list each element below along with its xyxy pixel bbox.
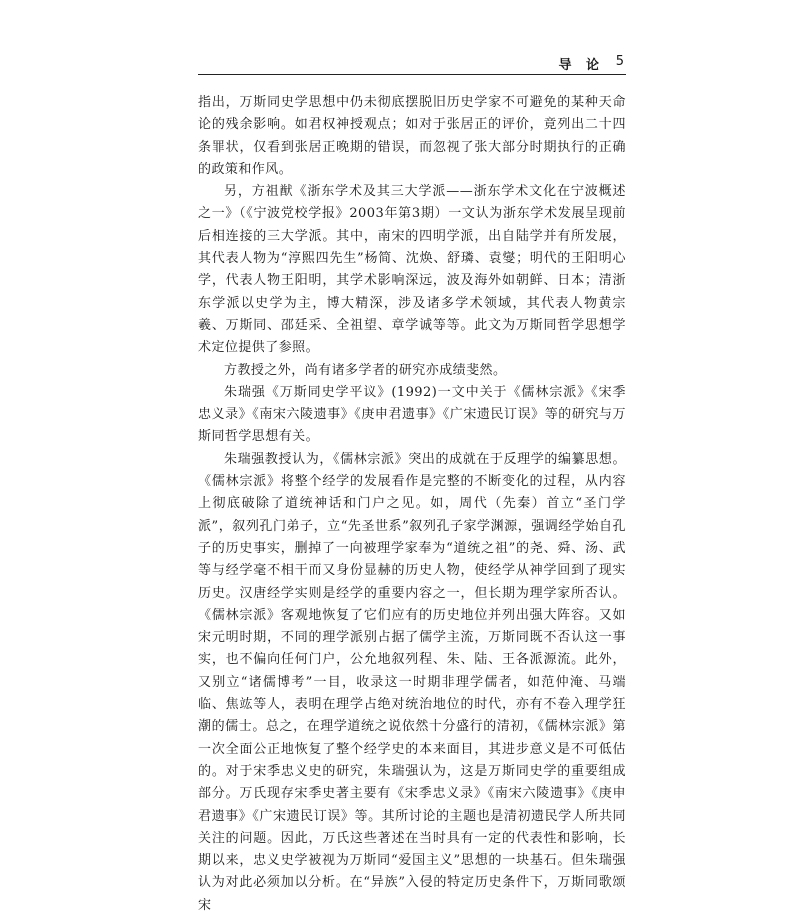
paragraph: 指出，万斯同史学思想中仍未彻底摆脱旧历史学家不可避免的某种天命论的残余影响。如君权神授观点；如对于张居正的评价，竟列出二十四条罪状，仅看到张居正晚期的错误，而忽视了张大部分时期执行的正确的政策和作风。 xyxy=(198,95,626,177)
page-number: 5 xyxy=(615,54,624,69)
paragraph: 方教授之外，尚有诸多学者的研究亦成绩斐然。 xyxy=(224,362,507,378)
paragraph: 另，方祖猷《浙东学术及其三大学派——浙东学术文化在宁波概述之一》（《宁波党校学报》2003年第3期）一文认为浙东学术发展呈现前后相连接的三大学派。其中，南宋的四明学派，出自陆学并有所发展，其代表人物为“淳熙四先生”杨简、沈焕、舒璘、袁燮；明代的王阳明心学，代表人物王阳明，其学术影响深远，波及海外如朝鲜、日本；清浙东学派以史学为主，博大精深，涉及诸多学术领域，其代表人物黄宗羲、万斯同、邵廷采、全祖望、章学诚等等。此文为万斯同哲学思想学术定位提供了参照。 xyxy=(198,184,626,356)
chapter-title: 导 论 xyxy=(558,58,604,73)
paragraph: 朱瑞强教授认为，《儒林宗派》突出的成就在于反理学的编纂思想。《儒林宗派》将整个经学的发展看作是完整的不断变化的过程，从内容上彻底破除了道统神话和门户之见。如，周代（先秦）首立“圣门学派”，叙列孔门弟子，立“先圣世系”叙列孔子家学渊源，强调经学始自孔子的历史事实，删掉了一向被理学家奉为“道统之祖”的尧、舜、汤、武等与经学毫不相干而又身份显赫的历史人物，使经学从神学回到了现实历史。汉唐经学实则是经学的重要内容之一，但长期为理学家所否认。《儒林宗派》客观地恢复了它们应有的历史地位并列出强大阵容。又如宋元明时期，不同的理学派别占据了儒学主流，万斯同既不否认这一事实，也不偏向任何门户，公允地叙列程、朱、陆、王各派源流。此外，又别立“诸儒博考”一目，收录这一时期非理学儒者，如范仲淹、马端临、焦竑等人，表明在理学占绝对统治地位的时代，亦有不卷入理学狂潮的儒士。总之，在理学道统之说依然十分盛行的清初，《儒林宗派》第一次全面公正地恢复了整个经学史的本来面目，其进步意义是不可低估的。对于宋季忠义史的研究，朱瑞强认为，这是万斯同史学的重要组成部分。万氏现存宋季史著主要有《宋季忠义录》《南宋六陵遗事》《庚申君遗事》《广宋遗民订误》等。其所讨论的主题也是清初遗民学人所共同关注的问题。因此，万氏这些著述在当时具有一定的代表性和影响，长期以来，忠义史学被视为万斯同“爱国主义”思想的一块基石。但朱瑞强认为对此必须加以分析。在“异族”入侵的特定历史条件下，万斯同歌颂宋 xyxy=(198,451,626,913)
body-text xyxy=(198,92,626,917)
running-header xyxy=(198,50,626,75)
paragraph: 朱瑞强《万斯同史学平议》(1992)一文中关于《儒林宗派》《宋季忠义录》《南宋六陵遗事》《庚申君遗事》《广宋遗民订误》等的研究与万斯同哲学思想有关。 xyxy=(198,384,626,445)
